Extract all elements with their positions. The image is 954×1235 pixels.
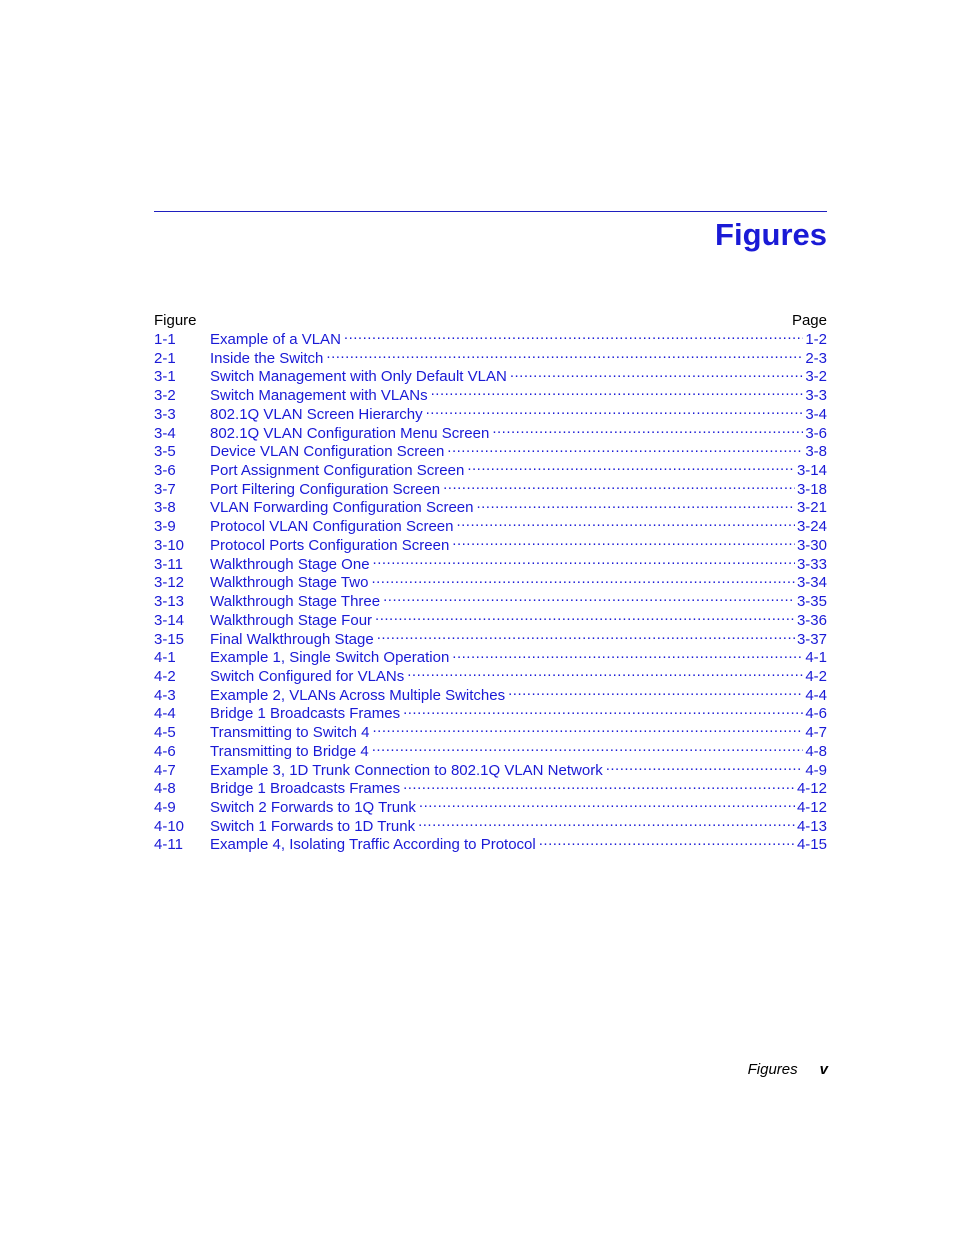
page-number-link[interactable]: 3-2 (805, 368, 827, 386)
figure-number: 1-1 (154, 331, 176, 348)
title-rule (154, 211, 827, 212)
dot-leader (456, 517, 795, 531)
page-number-link[interactable]: 3-37 (796, 630, 827, 648)
figure-number: 4-6 (154, 742, 176, 760)
dot-leader (447, 442, 803, 456)
figure-number: 3-4 (154, 424, 176, 442)
figure-entry[interactable] (154, 817, 827, 836)
figure-title-link[interactable]: Example 2, VLANs Across Multiple Switches (210, 686, 506, 704)
figure-entry[interactable] (154, 630, 827, 649)
figure-title-link[interactable]: Protocol Ports Configuration Screen (210, 536, 450, 554)
figures-list (154, 311, 827, 854)
figure-entry[interactable] (154, 648, 827, 667)
dot-leader (407, 667, 803, 681)
figure-number: 3-10 (154, 536, 185, 554)
figure-number: 3-9 (154, 518, 176, 536)
footer-section-title: Figures (747, 1061, 798, 1078)
dot-leader (403, 704, 803, 718)
figure-entry[interactable] (154, 667, 827, 686)
page-number-link[interactable]: 4-15 (796, 836, 827, 854)
figure-title-link[interactable]: Example 3, 1D Trunk Connection to 802.1Q VLAN Network (210, 761, 603, 779)
figure-title-link[interactable]: Switch 2 Forwards to 1Q Trunk (210, 798, 416, 816)
figure-entry[interactable] (154, 592, 827, 611)
figure-number: 4-10 (154, 817, 185, 835)
dot-leader (431, 386, 804, 400)
page-number-link[interactable]: 3-30 (796, 536, 827, 554)
figure-entry[interactable] (154, 330, 827, 349)
dot-leader (443, 480, 795, 494)
figure-number: 4-1 (154, 649, 176, 667)
dot-leader (373, 555, 795, 569)
figure-number: 4-2 (154, 667, 176, 685)
figure-entry[interactable] (154, 742, 827, 761)
dot-leader (326, 349, 803, 363)
page-number-link[interactable]: 4-12 (796, 780, 827, 798)
figure-title-link[interactable]: Example of a VLAN (210, 331, 341, 348)
figure-title-link[interactable]: Port Filtering Configuration Screen (210, 480, 441, 498)
dot-leader (375, 611, 795, 625)
figure-number: 3-14 (154, 611, 185, 629)
figure-title-link[interactable]: Bridge 1 Broadcasts Frames (210, 780, 401, 798)
page-number-link[interactable]: 4-8 (805, 742, 827, 760)
figure-entry[interactable] (154, 461, 827, 480)
dot-leader (539, 835, 795, 849)
figure-title-link[interactable]: Port Assignment Configuration Screen (210, 462, 465, 480)
page-number-link[interactable]: 4-6 (805, 705, 827, 723)
figure-number: 3-8 (154, 499, 176, 517)
page-column-header: Page (791, 312, 827, 329)
figure-title-link[interactable]: Switch Management with Only Default VLAN (210, 368, 507, 386)
dot-leader (372, 742, 804, 756)
figure-title-link[interactable]: Bridge 1 Broadcasts Frames (210, 705, 401, 723)
figure-entries (154, 330, 827, 854)
figure-entry[interactable] (154, 611, 827, 630)
page-number-link[interactable]: 3-6 (805, 424, 827, 442)
figure-title-link[interactable]: Walkthrough Stage Two (210, 574, 369, 592)
page-number-link[interactable]: 3-8 (805, 443, 827, 461)
figure-title-link[interactable]: Switch Management with VLANs (210, 387, 428, 405)
figure-number: 4-5 (154, 724, 176, 742)
figure-number: 4-8 (154, 780, 176, 798)
page-number-link[interactable]: 1-2 (805, 331, 827, 348)
figure-entry[interactable] (154, 480, 827, 499)
figure-title-link[interactable]: Switch Configured for VLANs (210, 667, 405, 685)
figure-title-link[interactable]: Switch 1 Forwards to 1D Trunk (210, 817, 416, 835)
figure-entry[interactable] (154, 405, 827, 424)
figure-entry[interactable] (154, 386, 827, 405)
figure-number: 4-4 (154, 705, 176, 723)
page-number-link[interactable]: 3-36 (796, 611, 827, 629)
figure-entry[interactable] (154, 835, 827, 854)
figure-number: 3-15 (154, 630, 185, 648)
figure-title-link[interactable]: Inside the Switch (210, 349, 324, 367)
figure-entry[interactable] (154, 704, 827, 723)
figure-title-link[interactable]: Device VLAN Configuration Screen (210, 443, 445, 461)
figure-number: 3-11 (154, 555, 183, 573)
figure-title-link[interactable]: Example 1, Single Switch Operation (210, 649, 450, 667)
figure-title-link[interactable]: Transmitting to Switch 4 (210, 724, 370, 742)
page-number-link[interactable]: 3-14 (796, 462, 827, 480)
figure-title-link[interactable]: Walkthrough Stage Three (210, 593, 381, 611)
page-number-link[interactable]: 2-3 (805, 349, 827, 367)
page-number-link[interactable]: 4-2 (805, 667, 827, 685)
figure-number: 3-6 (154, 462, 176, 480)
dot-leader (419, 798, 795, 812)
figure-entry[interactable] (154, 555, 827, 574)
figure-entry[interactable] (154, 517, 827, 536)
dot-leader (403, 779, 795, 793)
page-number-link[interactable]: 3-3 (805, 387, 827, 405)
page-number-link[interactable]: 3-35 (796, 593, 827, 611)
dot-leader (452, 648, 803, 662)
figure-number: 3-7 (154, 480, 176, 498)
figure-entry[interactable] (154, 798, 827, 817)
figure-number: 4-9 (154, 798, 176, 816)
dot-leader (383, 592, 795, 606)
figure-title-link[interactable]: Protocol VLAN Configuration Screen (210, 518, 454, 536)
figure-title-link[interactable]: VLAN Forwarding Configuration Screen (210, 499, 474, 517)
dot-leader (492, 424, 803, 438)
figure-number: 3-5 (154, 443, 176, 461)
dot-leader (371, 573, 795, 587)
page-number-link[interactable]: 4-1 (805, 649, 827, 667)
figure-title-link[interactable]: 802.1Q VLAN Configuration Menu Screen (210, 424, 490, 442)
page-number-link[interactable]: 3-21 (796, 499, 827, 517)
figure-entry[interactable] (154, 498, 827, 517)
figure-number: 2-1 (154, 349, 176, 367)
figure-entry[interactable] (154, 442, 827, 461)
dot-leader (344, 330, 803, 344)
figure-entry[interactable] (154, 424, 827, 443)
dot-leader (606, 761, 804, 775)
page-number-link[interactable]: 4-12 (796, 798, 827, 816)
page-number-link[interactable]: 3-4 (805, 405, 827, 423)
page-footer (748, 1061, 828, 1078)
dot-leader (426, 405, 804, 419)
page-number-link[interactable]: 3-33 (796, 555, 827, 573)
page-title: Figures (715, 217, 827, 252)
figure-entry[interactable] (154, 723, 827, 742)
figure-entry[interactable] (154, 367, 827, 386)
figure-number: 3-3 (154, 405, 176, 423)
figure-title-link[interactable]: Final Walkthrough Stage (210, 630, 374, 648)
figure-column-header: Figure (154, 312, 197, 329)
figure-entry[interactable] (154, 761, 827, 780)
figure-entry[interactable] (154, 349, 827, 368)
figure-title-link[interactable]: 802.1Q VLAN Screen Hierarchy (210, 405, 423, 423)
page-number-link[interactable]: 4-4 (805, 686, 827, 704)
page-number-link[interactable]: 4-9 (805, 761, 827, 779)
footer-page-number: v (819, 1061, 828, 1078)
figure-title-link[interactable]: Walkthrough Stage One (210, 555, 370, 573)
figure-number: 4-11 (154, 836, 183, 854)
dot-leader (452, 536, 795, 550)
dot-leader (377, 630, 795, 644)
dot-leader (476, 498, 795, 512)
page-number-link[interactable]: 3-34 (796, 574, 827, 592)
figure-title-link[interactable]: Walkthrough Stage Four (210, 611, 373, 629)
figure-entry[interactable] (154, 686, 827, 705)
figure-entry[interactable] (154, 536, 827, 555)
page-number-link[interactable]: 3-18 (796, 480, 827, 498)
dot-leader (510, 367, 804, 381)
page-number-link[interactable]: 4-13 (796, 817, 827, 835)
figure-number: 3-1 (154, 368, 176, 386)
figure-title-link[interactable]: Transmitting to Bridge 4 (210, 742, 369, 760)
dot-leader (418, 817, 795, 831)
dot-leader (467, 461, 795, 475)
figure-number: 4-7 (154, 761, 176, 779)
figure-number: 4-3 (154, 686, 176, 704)
figure-number: 3-12 (154, 574, 185, 592)
figure-entry[interactable] (154, 573, 827, 592)
figure-entry[interactable] (154, 779, 827, 798)
figure-number: 3-13 (154, 593, 185, 611)
figure-title-link[interactable]: Example 4, Isolating Traffic According to Protocol (210, 836, 536, 854)
page-number-link[interactable]: 3-24 (796, 518, 827, 536)
dot-leader (508, 686, 803, 700)
figure-number: 3-2 (154, 387, 176, 405)
page-number-link[interactable]: 4-7 (805, 724, 827, 742)
dot-leader (373, 723, 804, 737)
column-headers (154, 311, 827, 330)
